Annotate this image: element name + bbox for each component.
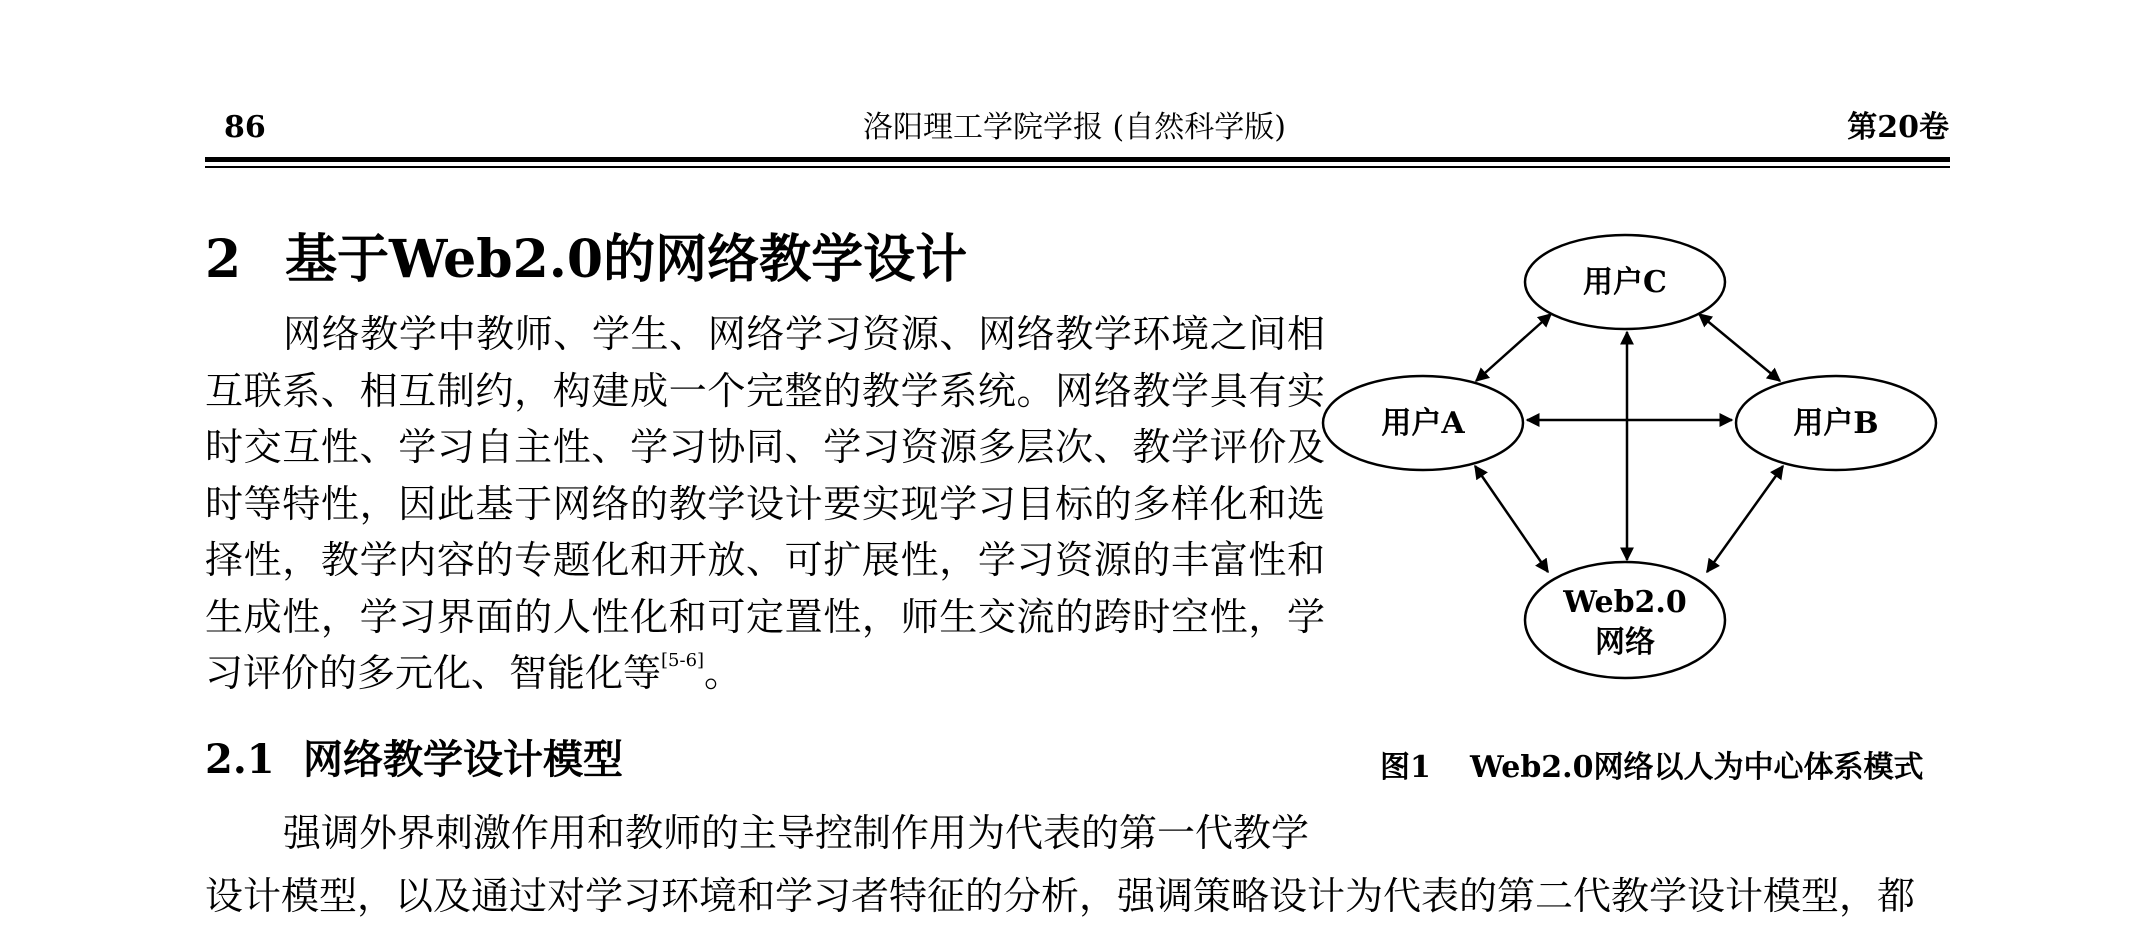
subsection-title: 网络教学设计模型	[303, 736, 623, 783]
citation[interactable]: [5-6]	[661, 650, 705, 671]
node-user-b-label: 用户B	[1793, 406, 1879, 441]
section-paragraph	[205, 306, 1325, 702]
journal-title: 洛阳理工学院学报 (自然科学版)	[863, 110, 1286, 145]
header-rule-thin	[205, 166, 1950, 168]
subsection-number: 2.1	[205, 736, 275, 783]
node-user-a-label: 用户A	[1381, 406, 1465, 441]
paragraph-line: 择性，教学内容的专题化和开放、可扩展性，学习资源的丰富性和	[205, 538, 1325, 582]
subsection-heading	[205, 732, 623, 788]
section-number: 2	[205, 229, 242, 290]
figure-caption-label: 图1	[1380, 750, 1431, 785]
figure-caption-text: Web2.0网络以人为中心体系模式	[1470, 750, 1924, 785]
node-user-c-label: 用户C	[1583, 265, 1667, 300]
header-rule-thick	[205, 157, 1950, 162]
paragraph-line: 互联系、相互制约，构建成一个完整的教学系统。网络教学具有实	[205, 368, 1325, 413]
node-web-label-2: 网络	[1595, 625, 1655, 660]
section-heading	[205, 228, 967, 292]
subsection-paragraph-line: 设计模型，以及通过对学习环境和学习者特征的分析，强调策略设计为代表的第二代教学设计模型，都	[205, 874, 1916, 918]
paragraph-line: 生成性，学习界面的人性化和可定置性，师生交流的跨时空性，学	[205, 594, 1325, 639]
paragraph-line: 时交互性、学习自主性、学习协同、学习资源多层次、教学评价及	[205, 425, 1325, 469]
subsection-paragraph-line: 强调外界刺激作用和教师的主导控制作用为代表的第一代教学	[283, 811, 1310, 855]
paragraph-line: 网络教学中教师、学生、网络学习资源、网络教学环境之间相	[283, 312, 1325, 356]
node-web	[1525, 562, 1725, 678]
page-number: 86	[224, 110, 266, 145]
paragraph-last-text: 习评价的多元化、智能化等	[205, 651, 662, 695]
node-web-label-1: Web2.0	[1563, 585, 1687, 620]
section-title: 基于Web2.0的网络教学设计	[285, 229, 968, 290]
edge-a-web	[1475, 466, 1548, 572]
paragraph-end-punct: 。	[704, 651, 743, 695]
edge-c-a	[1476, 314, 1551, 381]
edge-c-b	[1699, 314, 1780, 381]
figure-diagram	[1315, 230, 1955, 720]
paragraph-line: 时等特性，因此基于网络的教学设计要实现学习目标的多样化和选	[205, 481, 1325, 526]
edge-b-web	[1707, 466, 1783, 572]
volume-label: 第20卷	[1847, 110, 1949, 145]
figure-caption	[1380, 748, 1924, 788]
paragraph-last-line	[205, 645, 1325, 702]
